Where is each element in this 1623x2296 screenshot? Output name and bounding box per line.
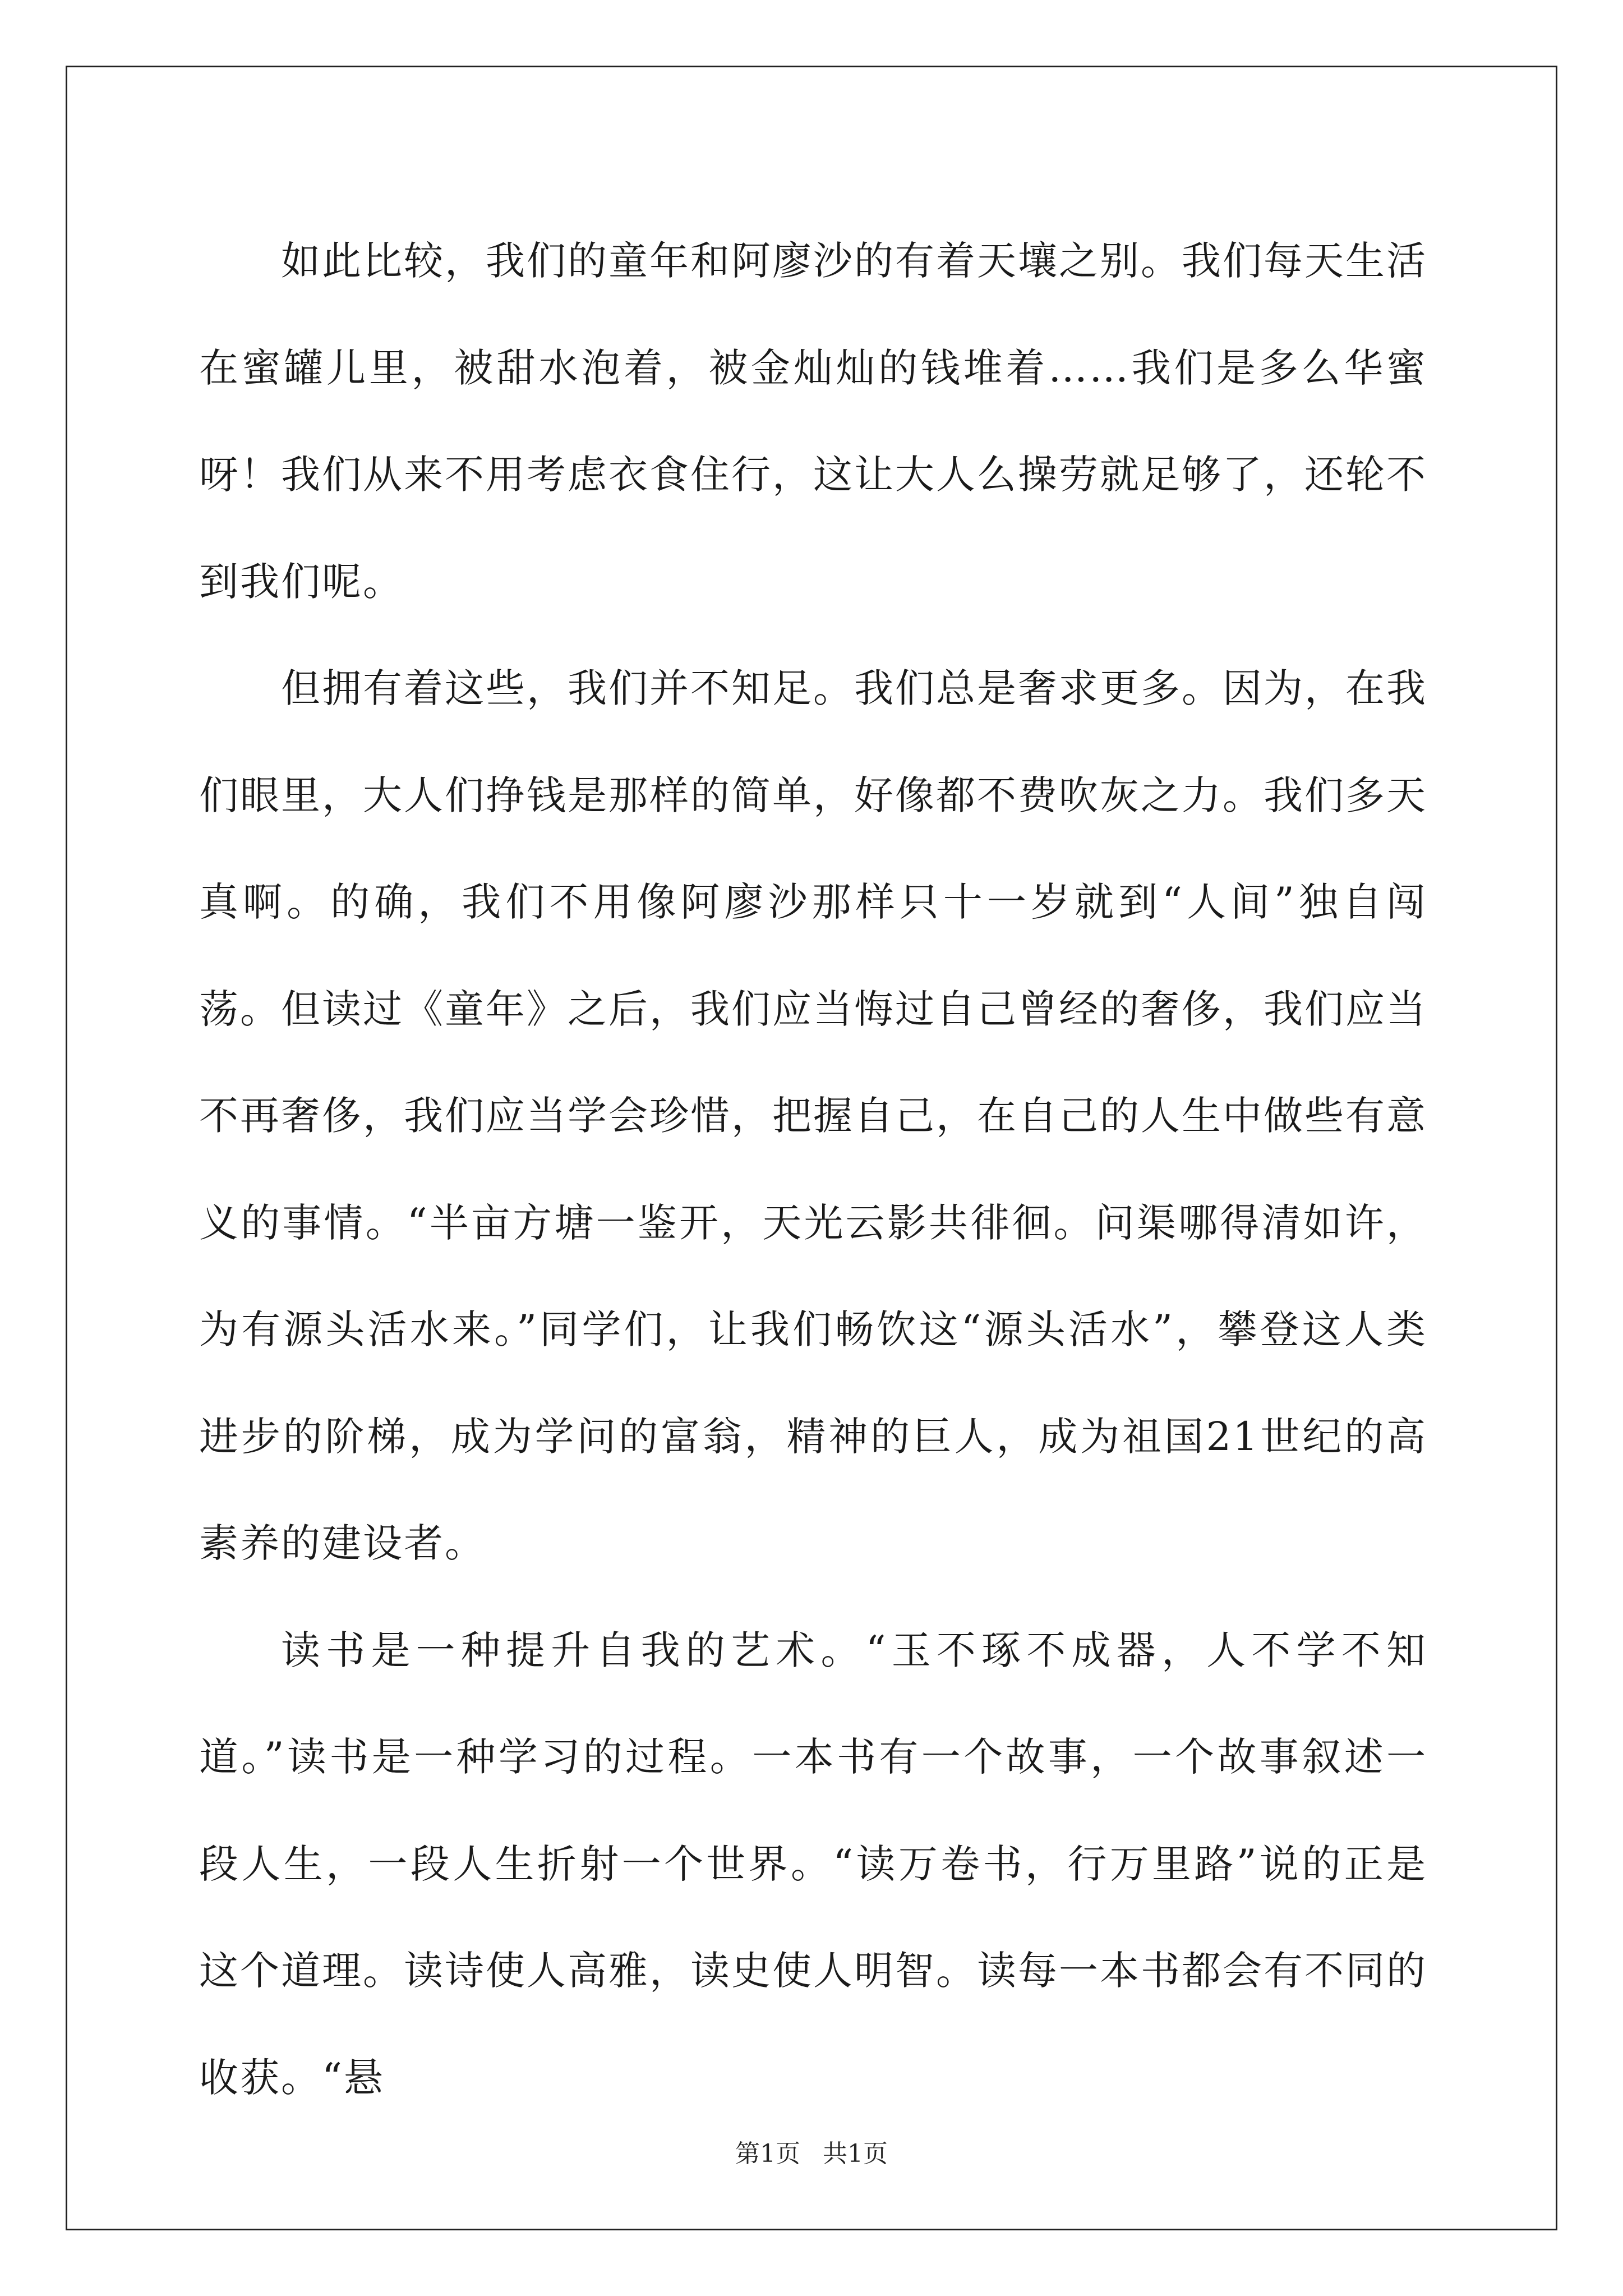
- paragraph: 但拥有着这些，我们并不知足。我们总是奢求更多。因为，在我们眼里，大人们挣钱是那样的简单，好像都不费吹灰之力。我们多天真啊。的确，我们不用像阿廖沙那样只十一岁就到“人间”独自闯荡。但读过《童年》之后，我们应当悔过自己曾经的奢侈，我们应当不再奢侈，我们应当学会珍惜，把握自己，在自己的人生中做些有意义的事情。“半亩方塘一鉴开，天光云影共徘徊。问渠哪得清如许，为有源头活水来。”同学们，让我们畅饮这“源头活水”，攀登这人类进步的阶梯，成为学问的富翁，精神的巨人，成为祖国21世纪的高素养的建设者。: [199, 665, 1427, 1566]
- page-total: 共1页: [823, 2139, 888, 2168]
- page-number: 第1页: [735, 2139, 800, 2168]
- page-footer: [0, 2137, 1623, 2171]
- paragraph: 如此比较，我们的童年和阿廖沙的有着天壤之别。我们每天生活在蜜罐儿里，被甜水泡着，被金灿灿的钱堆着……我们是多么华蜜呀！我们从来不用考虑衣食住行，这让大人么操劳就足够了，还轮不到我们呢。: [199, 238, 1427, 605]
- document-body: [199, 208, 1427, 2131]
- paragraph: 读书是一种提升自我的艺术。“玉不琢不成器，人不学不知道。”读书是一种学习的过程。一本书有一个故事，一个故事叙述一段人生，一段人生折射一个世界。“读万卷书，行万里路”说的正是这个道理。读诗使人高雅，读史使人明智。读每一本书都会有不同的收获。“悬: [199, 1627, 1427, 2101]
